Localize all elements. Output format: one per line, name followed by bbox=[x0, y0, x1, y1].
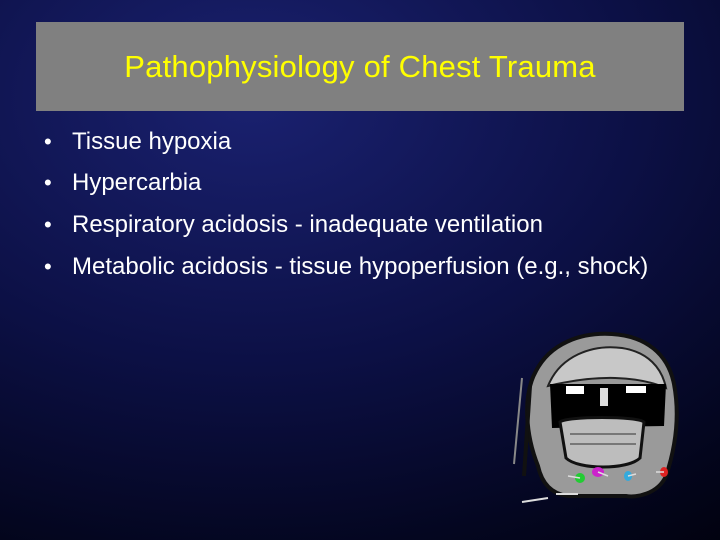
bullet-text: Tissue hypoxia bbox=[72, 128, 232, 155]
bullet-marker: • bbox=[44, 254, 52, 279]
bullet-marker: • bbox=[44, 212, 52, 237]
slide-title: Pathophysiology of Chest Trauma bbox=[124, 48, 596, 84]
bullet-list bbox=[44, 128, 684, 299]
bullet-item bbox=[44, 169, 684, 197]
oxygen-mask bbox=[560, 418, 644, 468]
right-eye bbox=[626, 386, 646, 393]
nose-mark bbox=[600, 388, 608, 406]
bullet-item bbox=[44, 211, 684, 239]
left-eye bbox=[566, 386, 584, 394]
bullet-item bbox=[44, 128, 684, 156]
person-with-oxygen-mask-icon bbox=[508, 326, 688, 516]
bullet-text: Metabolic acidosis - tissue hypoperfusion (e.g., shock) bbox=[72, 253, 649, 280]
title-box bbox=[36, 22, 684, 111]
bullet-text: Respiratory acidosis - inadequate ventilation bbox=[72, 211, 543, 238]
bullet-marker: • bbox=[44, 129, 52, 154]
bullet-item bbox=[44, 249, 684, 285]
bullet-marker: • bbox=[44, 170, 52, 195]
bullet-text: Hypercarbia bbox=[72, 169, 202, 196]
